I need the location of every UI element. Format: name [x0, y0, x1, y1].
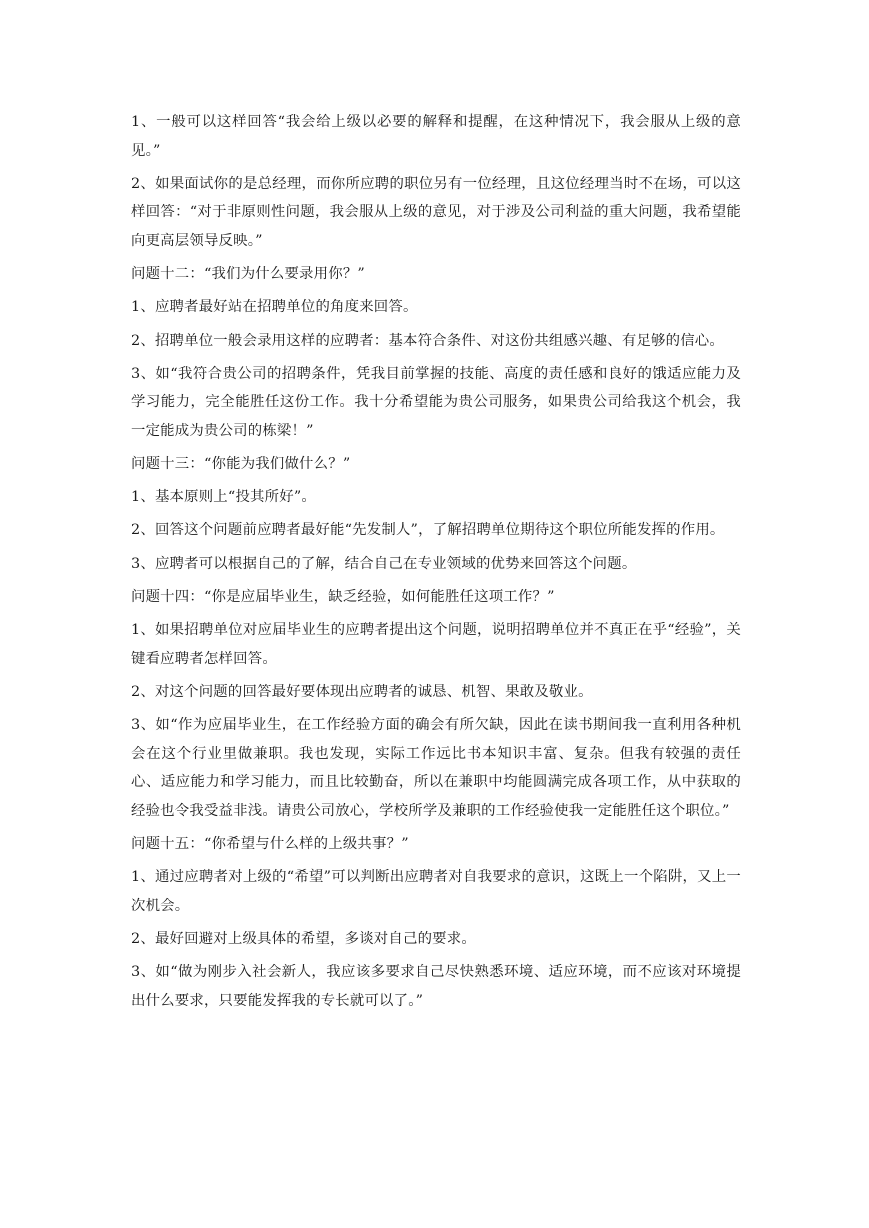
- paragraph: 3、如“我符合贵公司的招聘条件，凭我目前掌握的技能、高度的责任感和良好的饿适应能力及学习能力，完全能胜任这份工作。我十分希望能为贵公司服务，如果贵公司给我这个机会，我一定能成为贵公司的栋梁！”: [131, 365, 741, 439]
- question-heading: 问题十二：“我们为什么要录用你？”: [131, 266, 365, 283]
- document-page: [131, 108, 741, 1015]
- paragraph: 1、基本原则上“投其所好”。: [131, 489, 316, 506]
- paragraph: 3、应聘者可以根据自己的了解，结合自己在专业领域的优势来回答这个问题。: [131, 555, 637, 572]
- paragraph: 2、招聘单位一般会录用这样的应聘者：基本符合条件、对这份共组感兴趣、有足够的信心。: [131, 332, 724, 349]
- paragraph: 3、如“作为应届毕业生，在工作经验方面的确会有所欠缺，因此在读书期间我一直利用各种机会在这个行业里做兼职。我也发现，实际工作远比书本知识丰富、复杂。但我有较强的责任心、适应能力和学习能力，而且比较勤奋，所以在兼职中均能圆满完成各项工作，从中获取的经验也令我受益非浅。请贵公司放心，学校所学及兼职的工作经验使我一定能胜任这个职位。”: [131, 717, 741, 819]
- paragraph: 1、应聘者最好站在招聘单位的角度来回答。: [131, 299, 418, 316]
- paragraph: 3、如“做为刚步入社会新人，我应该多要求自己尽快熟悉环境、适应环境，而不应该对环境提出什么要求，只要能发挥我的专长就可以了。”: [131, 964, 741, 1009]
- paragraph: 2、对这个问题的回答最好要体现出应聘者的诚恳、机智、果敢及敬业。: [131, 683, 593, 700]
- paragraph: 2、如果面试你的是总经理，而你所应聘的职位另有一位经理，且这位经理当时不在场，可以这样回答：“对于非原则性问题，我会服从上级的意见，对于涉及公司利益的重大问题，我希望能向更高层领导反映。”: [131, 175, 741, 249]
- question-heading: 问题十三：“你能为我们做什么？”: [131, 456, 351, 473]
- question-heading: 问题十四：“你是应届毕业生，缺乏经验，如何能胜任这项工作？”: [131, 588, 555, 605]
- paragraph: 2、最好回避对上级具体的希望，多谈对自己的要求。: [131, 930, 476, 947]
- paragraph: 2、回答这个问题前应聘者最好能“先发制人”，了解招聘单位期待这个职位所能发挥的作用。: [131, 522, 725, 539]
- paragraph: 1、一般可以这样回答“我会给上级以必要的解释和提醒，在这种情况下，我会服从上级的意见。”: [131, 114, 741, 159]
- question-heading: 问题十五：“你希望与什么样的上级共事？”: [131, 835, 409, 852]
- paragraph: 1、如果招聘单位对应届毕业生的应聘者提出这个问题，说明招聘单位并不真正在乎“经验”，关键看应聘者怎样回答。: [131, 622, 741, 667]
- paragraph: 1、通过应聘者对上级的“希望”可以判断出应聘者对自我要求的意识，这既上一个陷阱，又上一次机会。: [131, 869, 741, 914]
